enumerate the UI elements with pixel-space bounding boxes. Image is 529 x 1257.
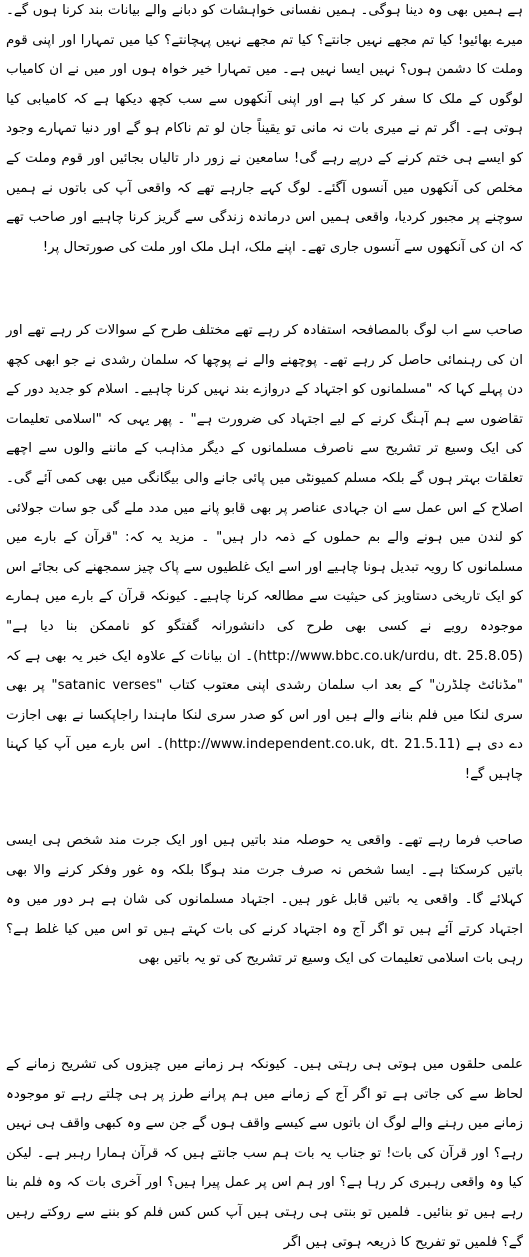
paragraph-3: صاحب فرما رہے تھے۔ واقعی یہ حوصلہ مند باتیں ہیں اور ایک جرت مند شخص ہی ایسی باتیں کرسکتا ہے۔ ایسا شخص نہ صرف جرت مند ہوگا بلکہ وہ غور وفکر کرنے والا بھی کہلائے گا۔ واقعی یہ باتیں قابل غور ہیں۔ اجتہاد مسلمانوں کی شان ہے ہر دور میں وہ اجتہاد کرتے آئے ہیں تو اگر آج وہ اجتہاد کرنے کی بات کہتے ہیں تو اس میں کیا غلط ہے؟ رہی بات اسلامی تعلیمات کی ایک وسیع تر تشریح کی تو یہ باتیں بھی (6, 833, 523, 967)
paragraph-2: صاحب سے اب لوگ بالمصافحہ استفادہ کر رہے تھے مختلف طرح کے سوالات کر رہے تھے اور ان کی رہنمائی حاصل کر رہے تھے۔ پوچھنے والے نے پوچھا کہ سلمان رشدی نے جو ابھی کچھ دن پہلے کہا کہ "مسلمانوں کو اجتہاد کے دروازے بند نہیں کرنا چاہیے۔ اسلام کو جدید دور کے تقاضوں سے ہم آہنگ کرنے کے لیے اجتہاد کی ضرورت ہے" ۔ پھر یہی کہ "اسلامی تعلیمات کی ایک وسیع تر تشریح سے ناصرف مسلمانوں کے دیگر مذاہب کے ماننے والوں سے اچھے تعلقات بہتر ہوں گے بلکہ مسلم کمیونٹی میں پائی جانے والی بیگانگی میں بھی کمی آئے گی۔ اصلاح کے اس عمل سے ان جہادی عناصر پر بھی قابو پانے میں مدد ملے گی جو سات جولائی کو لندن میں ہونے والے بم حملوں کے ذمہ دار ہیں" ۔ مزید یہ کہ: "قرآن کے بارے میں مسلمانوں کا رویہ تبدیل ہونا چاہیے اور اسے ایک غلطیوں سے پاک چیز سمجھنے کی بجائے اس کو ایک تاریخی دستاویز کی حیثیت سے مطالعہ کرنا چاہیے۔ کیونکہ قرآن کے بارے میں ہمارے موجودہ رویے نے کسی بھی طرح کی دانشورانہ گفتگو کو ناممکن بنا دیا ہے" (http://www.bbc.co.uk/urdu, dt. 25.8.05)۔ ان بیانات کے علاوہ ایک خبر یہ بھی ہے کہ "مڈنائٹ چلڈرن" کے بعد اب سلمان رشدی اپنی معتوب کتاب "satanic verses" پر بھی سری لنکا میں فلم بنانے والے ہیں اور اس کو صدر سری لنکا ماہندا راجاپکسا نے بھی اجازت دے دی ہے (http://www.independent.co.uk, dt. 21.5.11)۔ اس بارے میں آپ کیا کہنا چاہیں گے! (6, 323, 523, 782)
paragraph-4: علمی حلقوں میں ہوتی ہی رہتی ہیں۔ کیونکہ ہر زمانے میں چیزوں کی تشریح زمانے کے لحاظ سے کی جاتی ہے تو اگر آج کے زمانے میں ہم پرانے طرز پر ہی چلتے رہے تو موجودہ زمانے میں رہنے والے لوگ ان باتوں سے کیسے واقف ہوں گے جن سے وہ کبھی واقف ہی نہیں رہے؟ اور قرآن کی بات! تو جناب یہ بات ہم سب جانتے ہیں کہ قرآن ہمارا رہبر ہے۔ لیکن کیا وہ واقعی رہبری کر رہا ہے؟ اور ہم اس پر عمل پیرا ہیں؟ اور آخری بات کہ وہ فلم بنا رہے ہیں تو بنائیں۔ فلمیں تو بنتی ہی رہتی ہیں آپ کس کس فلم کو بننے سے روکتے رہیں گے؟ فلمیں تو تفریح کا ذریعہ ہوتی ہیں اگر (6, 1057, 523, 1250)
paragraph-1: ہے ہمیں بھی وہ دینا ہوگی۔ ہمیں نفسانی خواہشات کو دبانے والے بیانات بند کرنا ہوں گے۔ میرے بھائیو! کیا تم مجھے نہیں جانتے؟ کیا تم مجھے نہیں پہچانتے؟ کیا میں تمہارا اور اپنی قوم وملت کا دشمن ہوں؟ نہیں ایسا نہیں ہے۔ میں تمہارا خیر خواہ ہوں اور میں نے ان کامیاب لوگوں کے ملک کا سفر کر کیا ہے اور اپنی آنکھوں سے سب کچھ دیکھا ہے کہ کامیابی کیا ہوتی ہے۔ اگر تم نے میری بات نہ مانی تو یقیناً جان لو تم ناکام ہو گے اور دنیا تمہارے وجود کو ایسے ہی ختم کرنے کے درپے رہے گی! سامعین نے زور دار تالیاں بجائیں اور قوم وملت کے مخلص کی آنکھوں میں آنسوں آگئے۔ لوگ کہے جارہے تھے کہ واقعی آپ کی باتوں نے ہمیں سوچنے پر مجبور کردیا، واقعی ہمیں اس درماندہ زندگی سے گریز کرنا چاہیے اور صاحب تھے کہ ان کی آنکھوں سے آنسوں جاری تھے۔ اپنے ملک، اہل ملک اور ملت کی صورتحال پر! (6, 3, 523, 255)
